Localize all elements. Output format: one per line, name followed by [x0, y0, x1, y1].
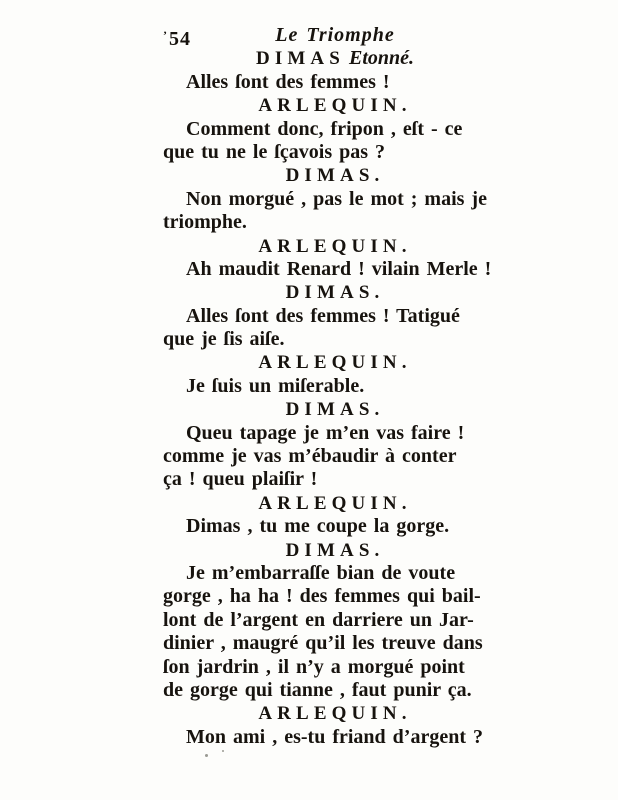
page-number-value: 54 [169, 28, 191, 50]
dialogue-line: Mon ami , es-tu friand d’argent ? [186, 725, 483, 748]
speaker-heading [163, 281, 507, 304]
dialogue-line: comme je vas m’ébaudir à conter [163, 445, 457, 468]
speaker-heading [163, 47, 507, 70]
dialogue-line: ça ! queu plaiſir ! [163, 468, 318, 491]
dialogue-line: Je ſuis un miſerable. [186, 374, 365, 397]
speaker-heading [163, 539, 507, 562]
speaker-heading [163, 235, 507, 258]
dialogue-line: gorge , ha ha ! des femmes qui bail- [163, 585, 481, 608]
speaker-name: ARLEQUIN. [258, 703, 412, 725]
dialogue-line: de gorge qui tianne , faut punir ça. [163, 678, 472, 701]
speaker-name: DIMAS [255, 48, 345, 70]
dialogue-line: Non morgué , pas le mot ; mais je [186, 187, 487, 210]
speaker-name: ARLEQUIN. [258, 235, 412, 257]
scan-speck [205, 754, 208, 757]
speaker-heading [163, 492, 507, 515]
dialogue-line: triomphe. [163, 211, 247, 234]
speaker-name: DIMAS. [285, 165, 385, 187]
dialogue-line: dinier , maugré qu’il les treuve dans [163, 632, 483, 655]
dialogue-line: Ah maudit Renard ! vilain Merle ! [186, 257, 492, 280]
speaker-name: DIMAS. [285, 399, 385, 421]
speaker-heading [163, 398, 507, 421]
dialogue-line: Je m’embarraſſe bian de voute [186, 561, 456, 584]
running-title: Le Triomphe [275, 24, 395, 46]
dialogue-line: Alles ſont des femmes ! [186, 70, 390, 93]
dialogue-line: que tu ne le ſçavois pas ? [163, 140, 386, 163]
speaker-name: ARLEQUIN. [258, 352, 412, 374]
dialogue-line: Queu tapage je m’en vas faire ! [186, 421, 465, 444]
ink-mark: ’ [163, 28, 168, 42]
dialogue-line: Alles ſont des femmes ! Tatigué [186, 304, 460, 327]
page-number [163, 24, 191, 51]
speaker-name: DIMAS. [285, 539, 385, 561]
speaker-heading [163, 351, 507, 374]
speaker-heading [163, 164, 507, 187]
speaker-name: DIMAS. [285, 282, 385, 304]
dialogue-line: Dimas , tu me coupe la gorge. [186, 515, 450, 538]
stage-direction: Etonné. [348, 47, 415, 70]
speaker-name: ARLEQUIN. [258, 95, 412, 117]
speaker-name: ARLEQUIN. [258, 492, 412, 514]
speaker-heading [163, 94, 507, 117]
dialogue-line: que je ſis aiſe. [163, 328, 285, 351]
scan-speck [222, 750, 224, 752]
dialogue-line: Comment donc, fripon , eſt - ce [186, 117, 463, 140]
dialogue-line: ſon jardrin , il n’y a morgué point [163, 655, 465, 678]
dialogue-line: lont de l’argent en darriere un Jar- [163, 608, 474, 631]
speaker-heading [163, 702, 507, 725]
page-header [163, 24, 507, 50]
text-column [163, 24, 507, 749]
